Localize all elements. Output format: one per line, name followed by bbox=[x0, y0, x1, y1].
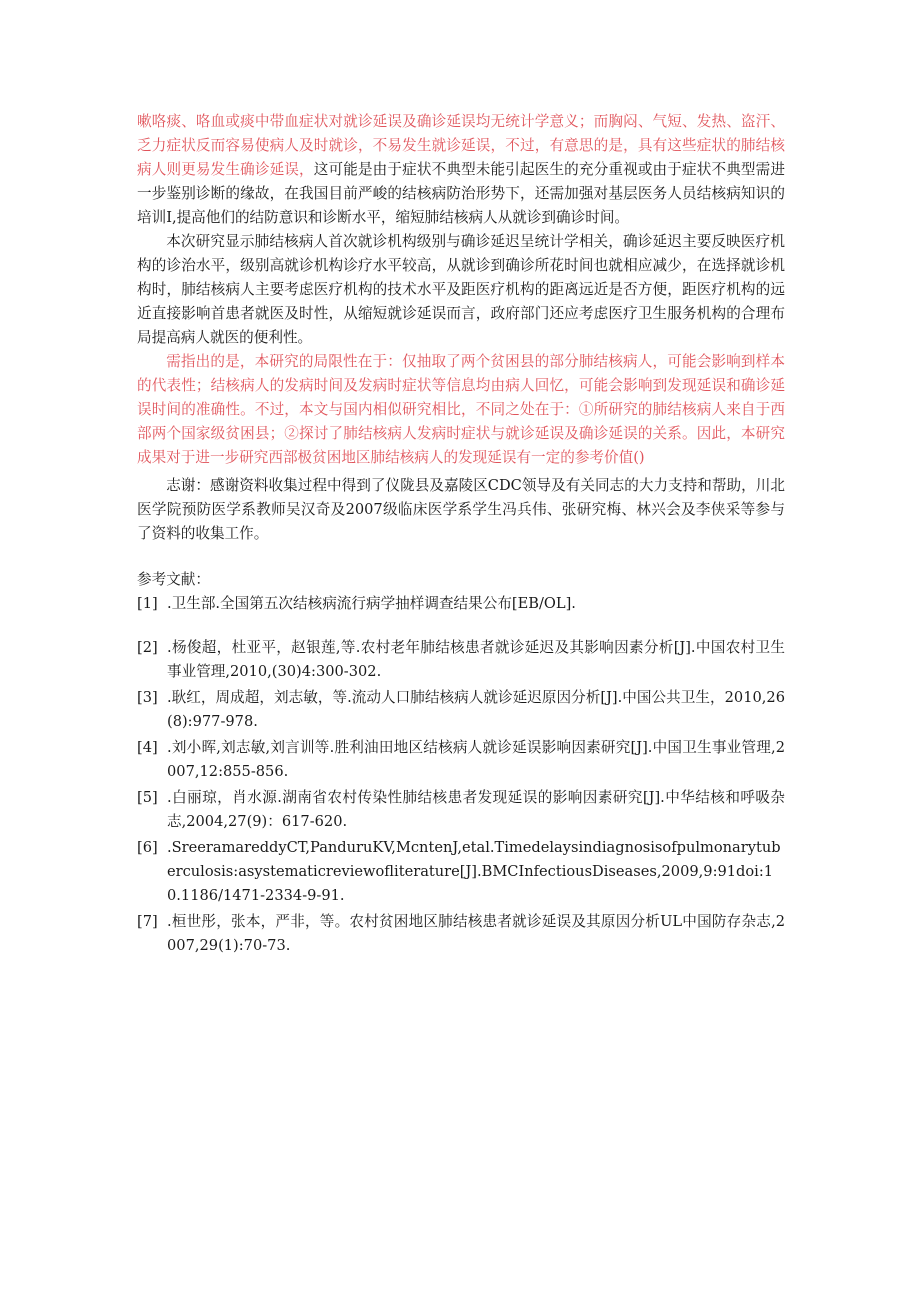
reference-number: [5] bbox=[137, 789, 158, 806]
reference-item bbox=[137, 836, 785, 908]
reference-text: .桓世彤，张本，严非，等。农村贫困地区肺结核患者就诊延误及其原因分析UL中国防存杂志,2007,29(1):70-73. bbox=[167, 913, 785, 954]
reference-text: .卫生部.全国第五次结核病流行病学抽样调查结果公布[EB/OL]. bbox=[167, 595, 576, 612]
reference-number: [6] bbox=[137, 839, 158, 856]
reference-text: .SreeramareddyCT,PanduruKV,McntenJ,etal.Timedelaysindiagnosisofpulmonarytuberculosis:asystematicreviewofliterature[J].BMCInfectiousDiseases,2009,9:91doi:10.1186/1471-2334-9-91. bbox=[167, 839, 781, 904]
document-page bbox=[137, 110, 785, 960]
reference-number: [3] bbox=[137, 689, 158, 706]
discussion-paragraph-1 bbox=[137, 110, 785, 230]
reference-number: [2] bbox=[137, 639, 158, 656]
reference-item bbox=[137, 910, 785, 958]
reference-text: .耿红，周成超，刘志敏，等.流动人口肺结核病人就诊延迟原因分析[J].中国公共卫生，2010,26(8):977-978. bbox=[167, 689, 785, 730]
limitations-paragraph: 需指出的是，本研究的局限性在于：仅抽取了两个贫困县的部分肺结核病人，可能会影响到样本的代表性；结核病人的发病时间及发病时症状等信息均由病人回忆，可能会影响到发现延误和确诊延误时间的准确性。不过，本文与国内相似研究相比，不同之处在于：①所研究的肺结核病人来自于西部两个国家级贫困县；②探讨了肺结核病人发病时症状与就诊延误及确诊延误的关系。因此，本研究成果对于进一步研究西部极贫困地区肺结核病人的发现延误有一定的参考价值() bbox=[137, 353, 785, 466]
reference-item bbox=[137, 592, 785, 616]
reference-text: .杨俊超，杜亚平，赵银莲,等.农村老年肺结核患者就诊延迟及其影响因素分析[J].中国农村卫生事业管理,2010,(30)4:300-302. bbox=[167, 639, 785, 680]
reference-number: [1] bbox=[137, 595, 158, 612]
highlighted-text: 嗽咯痰、咯血或痰中带血症状对就诊延误及确诊延误均无统计学意义；而胸闷、气短、发热、盗汗、乏力症状反而容易使病人及时就诊，不易发生就诊延误，不过，有意思的是，具有这些症状的肺结核病人则更易发生确诊延误， bbox=[137, 113, 785, 178]
reference-number: [7] bbox=[137, 913, 158, 930]
reference-item bbox=[137, 686, 785, 734]
reference-number: [4] bbox=[137, 739, 158, 756]
acknowledgement-paragraph: 志谢：感谢资料收集过程中得到了仪陇县及嘉陵区CDC领导及有关同志的大力支持和帮助，川北医学院预防医学系教师吴汉奇及2007级临床医学系学生冯兵伟、张研究梅、林兴会及李侠采等参与了资料的收集工作。 bbox=[137, 477, 785, 542]
references-heading: 参考文献： bbox=[137, 571, 210, 588]
reference-list bbox=[137, 592, 785, 958]
reference-item bbox=[137, 736, 785, 784]
reference-item bbox=[137, 786, 785, 834]
discussion-paragraph-2: 本次研究显示肺结核病人首次就诊机构级别与确诊延迟呈统计学相关，确诊延迟主要反映医疗机构的诊治水平，级别高就诊机构诊疗水平较高，从就诊到确诊所花时间也就相应减少，在选择就诊机构时，肺结核病人主要考虑医疗机构的技术水平及距医疗机构的距离远近是否方便，距医疗机构的远近直接影响首患者就医及时性，从缩短就诊延误而言，政府部门还应考虑医疗卫生服务机构的合理布局提高病人就医的便利性。 bbox=[137, 233, 785, 346]
reference-text: .白丽琼，肖水源.湖南省农村传染性肺结核患者发现延误的影响因素研究[J].中华结核和呼吸杂志,2004,27(9)：617-620. bbox=[167, 789, 785, 830]
body-text: 这可能是由于症状不典型未能引起医生的充分重视或由于症状不典型需进一步鉴别诊断的缘故，在我国目前严峻的结核病防治形势下，还需加强对基层医务人员结核病知识的培训I,提高他们的结防意识和诊断水平，缩短肺结核病人从就诊到确诊时间。 bbox=[137, 161, 785, 226]
reference-text: .刘小晖,刘志敏,刘言训等.胜利油田地区结核病人就诊延误影响因素研究[J].中国卫生事业管理,2007,12:855-856. bbox=[167, 739, 785, 780]
reference-item bbox=[137, 636, 785, 684]
